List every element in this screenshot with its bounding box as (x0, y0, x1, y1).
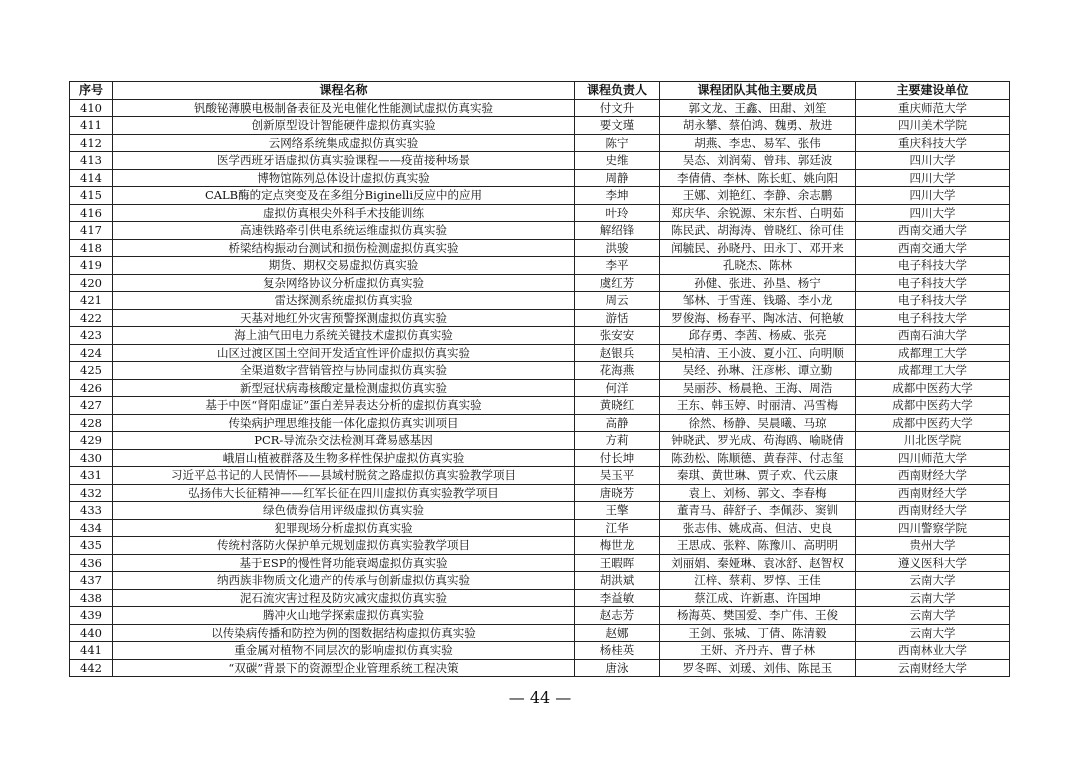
team-members-cell: 邹林、于雪莲、钱璐、李小龙 (660, 292, 856, 310)
course-leader-cell: 李坤 (575, 187, 660, 205)
course-name-cell: 天基对地红外灾害预警探测虚拟仿真实验 (113, 309, 575, 327)
table-row (70, 642, 1010, 660)
institution-cell: 四川大学 (856, 169, 1010, 187)
course-name-cell: 创新原型设计智能硬件虚拟仿真实验 (113, 117, 575, 135)
serial-number-cell: 441 (70, 642, 113, 660)
institution-cell: 四川美术学院 (856, 117, 1010, 135)
institution-cell: 云南财经大学 (856, 659, 1010, 677)
serial-number-cell: 440 (70, 624, 113, 642)
serial-number-cell: 411 (70, 117, 113, 135)
course-leader-cell: 江华 (575, 519, 660, 537)
course-name-cell: 以传染病传播和防控为例的图数据结构虚拟仿真实验 (113, 624, 575, 642)
institution-cell: 四川师范大学 (856, 449, 1010, 467)
course-leader-cell: 杨桂英 (575, 642, 660, 660)
institution-cell: 成都理工大学 (856, 344, 1010, 362)
institution-cell: 西南林业大学 (856, 642, 1010, 660)
table-header-row (70, 82, 1010, 100)
table-row (70, 414, 1010, 432)
team-members-cell: 秦琪、黄世琳、贾子欢、代云康 (660, 467, 856, 485)
course-name-cell: 基于中医“肾阳虚证”蛋白差异表达分析的虚拟仿真实验 (113, 397, 575, 415)
institution-cell: 遵义医科大学 (856, 554, 1010, 572)
table-row (70, 379, 1010, 397)
serial-number-cell: 430 (70, 449, 113, 467)
course-leader-cell: 王暇晖 (575, 554, 660, 572)
course-name-cell: 重金属对植物不同层次的影响虚拟仿真实验 (113, 642, 575, 660)
institution-cell: 云南大学 (856, 589, 1010, 607)
serial-number-cell: 433 (70, 502, 113, 520)
serial-number-cell: 424 (70, 344, 113, 362)
header-team-members: 课程团队其他主要成员 (660, 82, 856, 100)
course-leader-cell: 胡洪斌 (575, 572, 660, 590)
course-leader-cell: 史维 (575, 152, 660, 170)
serial-number-cell: 431 (70, 467, 113, 485)
course-name-cell: 全渠道数字营销管控与协同虚拟仿真实验 (113, 362, 575, 380)
table-row (70, 169, 1010, 187)
team-members-cell: 董青马、薛舒子、李佩莎、窦钏 (660, 502, 856, 520)
team-members-cell: 陈民武、胡海涛、曾晓红、徐可佳 (660, 222, 856, 240)
team-members-cell: 蔡江成、许新惠、许国坤 (660, 589, 856, 607)
table-row (70, 589, 1010, 607)
serial-number-cell: 415 (70, 187, 113, 205)
serial-number-cell: 429 (70, 432, 113, 450)
team-members-cell: 罗冬晖、刘瑗、刘伟、陈昆玉 (660, 659, 856, 677)
team-members-cell: 刘丽娟、秦娅琳、袁冰舒、赵智权 (660, 554, 856, 572)
table-row (70, 484, 1010, 502)
institution-cell: 成都理工大学 (856, 362, 1010, 380)
course-leader-cell: 唐晓芳 (575, 484, 660, 502)
table-row (70, 274, 1010, 292)
course-leader-cell: 张安安 (575, 327, 660, 345)
serial-number-cell: 413 (70, 152, 113, 170)
table-row (70, 467, 1010, 485)
course-leader-cell: 黄晓红 (575, 397, 660, 415)
institution-cell: 西南石油大学 (856, 327, 1010, 345)
table-row (70, 239, 1010, 257)
course-leader-cell: 付长坤 (575, 449, 660, 467)
course-name-cell: 峨眉山植被群落及生物多样性保护虚拟仿真实验 (113, 449, 575, 467)
course-leader-cell: 解绍锋 (575, 222, 660, 240)
team-members-cell: 郑庆华、余锐源、宋东哲、白明茹 (660, 204, 856, 222)
institution-cell: 成都中医药大学 (856, 414, 1010, 432)
course-leader-cell: 赵娜 (575, 624, 660, 642)
table-row (70, 432, 1010, 450)
course-name-cell: 云网络系统集成虚拟仿真实验 (113, 134, 575, 152)
serial-number-cell: 439 (70, 607, 113, 625)
course-leader-cell: 何洋 (575, 379, 660, 397)
serial-number-cell: 438 (70, 589, 113, 607)
table-row (70, 344, 1010, 362)
institution-cell: 川北医学院 (856, 432, 1010, 450)
course-name-cell: CALB酶的定点突变及在多组分Biginelli反应中的应用 (113, 187, 575, 205)
header-serial-number: 序号 (70, 82, 113, 100)
team-members-cell: 吴经、孙琳、汪彦彬、谭立勤 (660, 362, 856, 380)
institution-cell: 四川大学 (856, 187, 1010, 205)
course-name-cell: 习近平总书记的人民情怀——县域村脱贫之路虚拟仿真实验教学项目 (113, 467, 575, 485)
table-row (70, 537, 1010, 555)
table-row (70, 572, 1010, 590)
course-name-cell: 虚拟仿真根尖外科手术技能训练 (113, 204, 575, 222)
course-leader-cell: 洪骏 (575, 239, 660, 257)
course-name-cell: 传统村落防火保护单元规划虚拟仿真实验教学项目 (113, 537, 575, 555)
team-members-cell: 郭文龙、王鑫、田甜、刘笙 (660, 99, 856, 117)
serial-number-cell: 425 (70, 362, 113, 380)
institution-cell: 四川警察学院 (856, 519, 1010, 537)
team-members-cell: 杨海英、樊国爱、李广伟、王俊 (660, 607, 856, 625)
table-row (70, 554, 1010, 572)
table-row (70, 152, 1010, 170)
team-members-cell: 孔晓杰、陈林 (660, 257, 856, 275)
table-row (70, 519, 1010, 537)
serial-number-cell: 414 (70, 169, 113, 187)
course-name-cell: 医学西班牙语虚拟仿真实验课程——疫苗接种场景 (113, 152, 575, 170)
institution-cell: 西南交通大学 (856, 239, 1010, 257)
serial-number-cell: 426 (70, 379, 113, 397)
serial-number-cell: 428 (70, 414, 113, 432)
course-name-cell: 期货、期权交易虚拟仿真实验 (113, 257, 575, 275)
course-name-cell: 弘扬伟大长征精神——红军长征在四川虚拟仿真实验教学项目 (113, 484, 575, 502)
table-row (70, 449, 1010, 467)
course-name-cell: 纳西族非物质文化遗产的传承与创新虚拟仿真实验 (113, 572, 575, 590)
course-name-cell: 高速铁路牵引供电系统运维虚拟仿真实验 (113, 222, 575, 240)
course-leader-cell: 游恬 (575, 309, 660, 327)
serial-number-cell: 416 (70, 204, 113, 222)
course-name-cell: 泥石流灾害过程及防灾减灾虚拟仿真实验 (113, 589, 575, 607)
course-leader-cell: 叶玲 (575, 204, 660, 222)
team-members-cell: 胡燕、李忠、易军、张伟 (660, 134, 856, 152)
serial-number-cell: 418 (70, 239, 113, 257)
team-members-cell: 袁上、刘杨、郭文、李春梅 (660, 484, 856, 502)
table-row (70, 257, 1010, 275)
course-leader-cell: 赵银兵 (575, 344, 660, 362)
table-row (70, 309, 1010, 327)
course-leader-cell: 唐泳 (575, 659, 660, 677)
serial-number-cell: 437 (70, 572, 113, 590)
team-members-cell: 李倩倩、李林、陈长虹、姚向阳 (660, 169, 856, 187)
serial-number-cell: 421 (70, 292, 113, 310)
institution-cell: 电子科技大学 (856, 309, 1010, 327)
course-name-cell: 基于ESP的慢性肾功能衰竭虚拟仿真实验 (113, 554, 575, 572)
team-members-cell: 张志伟、姚成高、但洁、史良 (660, 519, 856, 537)
course-leader-cell: 吴玉平 (575, 467, 660, 485)
table-row (70, 502, 1010, 520)
course-name-cell: 雷达探测系统虚拟仿真实验 (113, 292, 575, 310)
header-course-leader: 课程负责人 (575, 82, 660, 100)
team-members-cell: 吴态、刘润菊、曾玮、郭廷波 (660, 152, 856, 170)
institution-cell: 西南交通大学 (856, 222, 1010, 240)
institution-cell: 云南大学 (856, 572, 1010, 590)
serial-number-cell: 434 (70, 519, 113, 537)
course-name-cell: 传染病护理思维技能一体化虚拟仿真实训项目 (113, 414, 575, 432)
serial-number-cell: 423 (70, 327, 113, 345)
institution-cell: 成都中医药大学 (856, 397, 1010, 415)
institution-cell: 重庆师范大学 (856, 99, 1010, 117)
course-leader-cell: 高静 (575, 414, 660, 432)
team-members-cell: 闻毓民、孙晓丹、田永丁、邓开来 (660, 239, 856, 257)
team-members-cell: 王剑、张城、丁倩、陈清毅 (660, 624, 856, 642)
course-leader-cell: 周云 (575, 292, 660, 310)
course-leader-cell: 周静 (575, 169, 660, 187)
header-course-name: 课程名称 (113, 82, 575, 100)
institution-cell: 西南财经大学 (856, 467, 1010, 485)
team-members-cell: 邱存勇、李茜、杨威、张亮 (660, 327, 856, 345)
course-name-cell: 绿色债券信用评级虚拟仿真实验 (113, 502, 575, 520)
course-leader-cell: 陈宁 (575, 134, 660, 152)
serial-number-cell: 436 (70, 554, 113, 572)
institution-cell: 电子科技大学 (856, 257, 1010, 275)
course-leader-cell: 王擎 (575, 502, 660, 520)
institution-cell: 西南财经大学 (856, 502, 1010, 520)
team-members-cell: 罗俊海、杨春平、陶冰洁、何艳敏 (660, 309, 856, 327)
serial-number-cell: 422 (70, 309, 113, 327)
table-row (70, 362, 1010, 380)
table-row (70, 397, 1010, 415)
table-row (70, 659, 1010, 677)
table-row (70, 222, 1010, 240)
institution-cell: 重庆科技大学 (856, 134, 1010, 152)
course-table (69, 81, 1010, 677)
institution-cell: 云南大学 (856, 624, 1010, 642)
course-leader-cell: 花海燕 (575, 362, 660, 380)
serial-number-cell: 419 (70, 257, 113, 275)
course-name-cell: 复杂网络协议分析虚拟仿真实验 (113, 274, 575, 292)
institution-cell: 云南大学 (856, 607, 1010, 625)
course-leader-cell: 梅世龙 (575, 537, 660, 555)
team-members-cell: 陈劲松、陈顺德、黄春萍、付志玺 (660, 449, 856, 467)
institution-cell: 贵州大学 (856, 537, 1010, 555)
team-members-cell: 王东、韩玉婷、时丽清、冯雪梅 (660, 397, 856, 415)
team-members-cell: 胡永攀、蔡伯鸿、魏勇、敖进 (660, 117, 856, 135)
course-leader-cell: 李益敏 (575, 589, 660, 607)
course-name-cell: “双碳”背景下的资源型企业管理系统工程决策 (113, 659, 575, 677)
course-name-cell: 山区过渡区国土空间开发适宜性评价虚拟仿真实验 (113, 344, 575, 362)
course-table-container (69, 81, 1009, 677)
course-name-cell: 海上油气田电力系统关键技术虚拟仿真实验 (113, 327, 575, 345)
team-members-cell: 王妍、齐丹卉、曹子林 (660, 642, 856, 660)
table-row (70, 327, 1010, 345)
table-row (70, 624, 1010, 642)
course-leader-cell: 赵志芳 (575, 607, 660, 625)
course-name-cell: PCR-导流杂交法检测耳聋易感基因 (113, 432, 575, 450)
table-row (70, 134, 1010, 152)
table-row (70, 187, 1010, 205)
team-members-cell: 王娜、刘艳红、李静、余志鹏 (660, 187, 856, 205)
table-body (70, 99, 1010, 677)
team-members-cell: 孙健、张进、孙垦、杨宁 (660, 274, 856, 292)
serial-number-cell: 410 (70, 99, 113, 117)
serial-number-cell: 435 (70, 537, 113, 555)
team-members-cell: 江梓、蔡莉、罗惇、王佳 (660, 572, 856, 590)
serial-number-cell: 420 (70, 274, 113, 292)
institution-cell: 西南财经大学 (856, 484, 1010, 502)
course-name-cell: 桥梁结构振动台测试和损伤检测虚拟仿真实验 (113, 239, 575, 257)
table-row (70, 204, 1010, 222)
course-name-cell: 博物馆陈列总体设计虚拟仿真实验 (113, 169, 575, 187)
institution-cell: 成都中医药大学 (856, 379, 1010, 397)
team-members-cell: 徐然、杨静、吴晨曦、马琼 (660, 414, 856, 432)
course-leader-cell: 李平 (575, 257, 660, 275)
institution-cell: 四川大学 (856, 152, 1010, 170)
header-institution: 主要建设单位 (856, 82, 1010, 100)
table-row (70, 99, 1010, 117)
serial-number-cell: 412 (70, 134, 113, 152)
course-name-cell: 新型冠状病毒核酸定量检测虚拟仿真实验 (113, 379, 575, 397)
team-members-cell: 王思成、张粹、陈豫川、高明明 (660, 537, 856, 555)
table-row (70, 117, 1010, 135)
page-number: — 44 — (508, 688, 572, 707)
course-name-cell: 钒酸铋薄膜电极制备表征及光电催化性能测试虚拟仿真实验 (113, 99, 575, 117)
serial-number-cell: 432 (70, 484, 113, 502)
serial-number-cell: 442 (70, 659, 113, 677)
table-row (70, 607, 1010, 625)
course-leader-cell: 付文升 (575, 99, 660, 117)
course-name-cell: 犯罪现场分析虚拟仿真实验 (113, 519, 575, 537)
team-members-cell: 吴丽莎、杨晨艳、王海、周浩 (660, 379, 856, 397)
serial-number-cell: 417 (70, 222, 113, 240)
team-members-cell: 钟晓武、罗光成、苟海鸥、喻晓倩 (660, 432, 856, 450)
institution-cell: 四川大学 (856, 204, 1010, 222)
course-name-cell: 腾冲火山地学探索虚拟仿真实验 (113, 607, 575, 625)
course-leader-cell: 方莉 (575, 432, 660, 450)
course-leader-cell: 要文瑾 (575, 117, 660, 135)
team-members-cell: 吴柏清、王小波、夏小江、向明顺 (660, 344, 856, 362)
institution-cell: 电子科技大学 (856, 292, 1010, 310)
institution-cell: 电子科技大学 (856, 274, 1010, 292)
table-row (70, 292, 1010, 310)
serial-number-cell: 427 (70, 397, 113, 415)
course-leader-cell: 虞红芳 (575, 274, 660, 292)
